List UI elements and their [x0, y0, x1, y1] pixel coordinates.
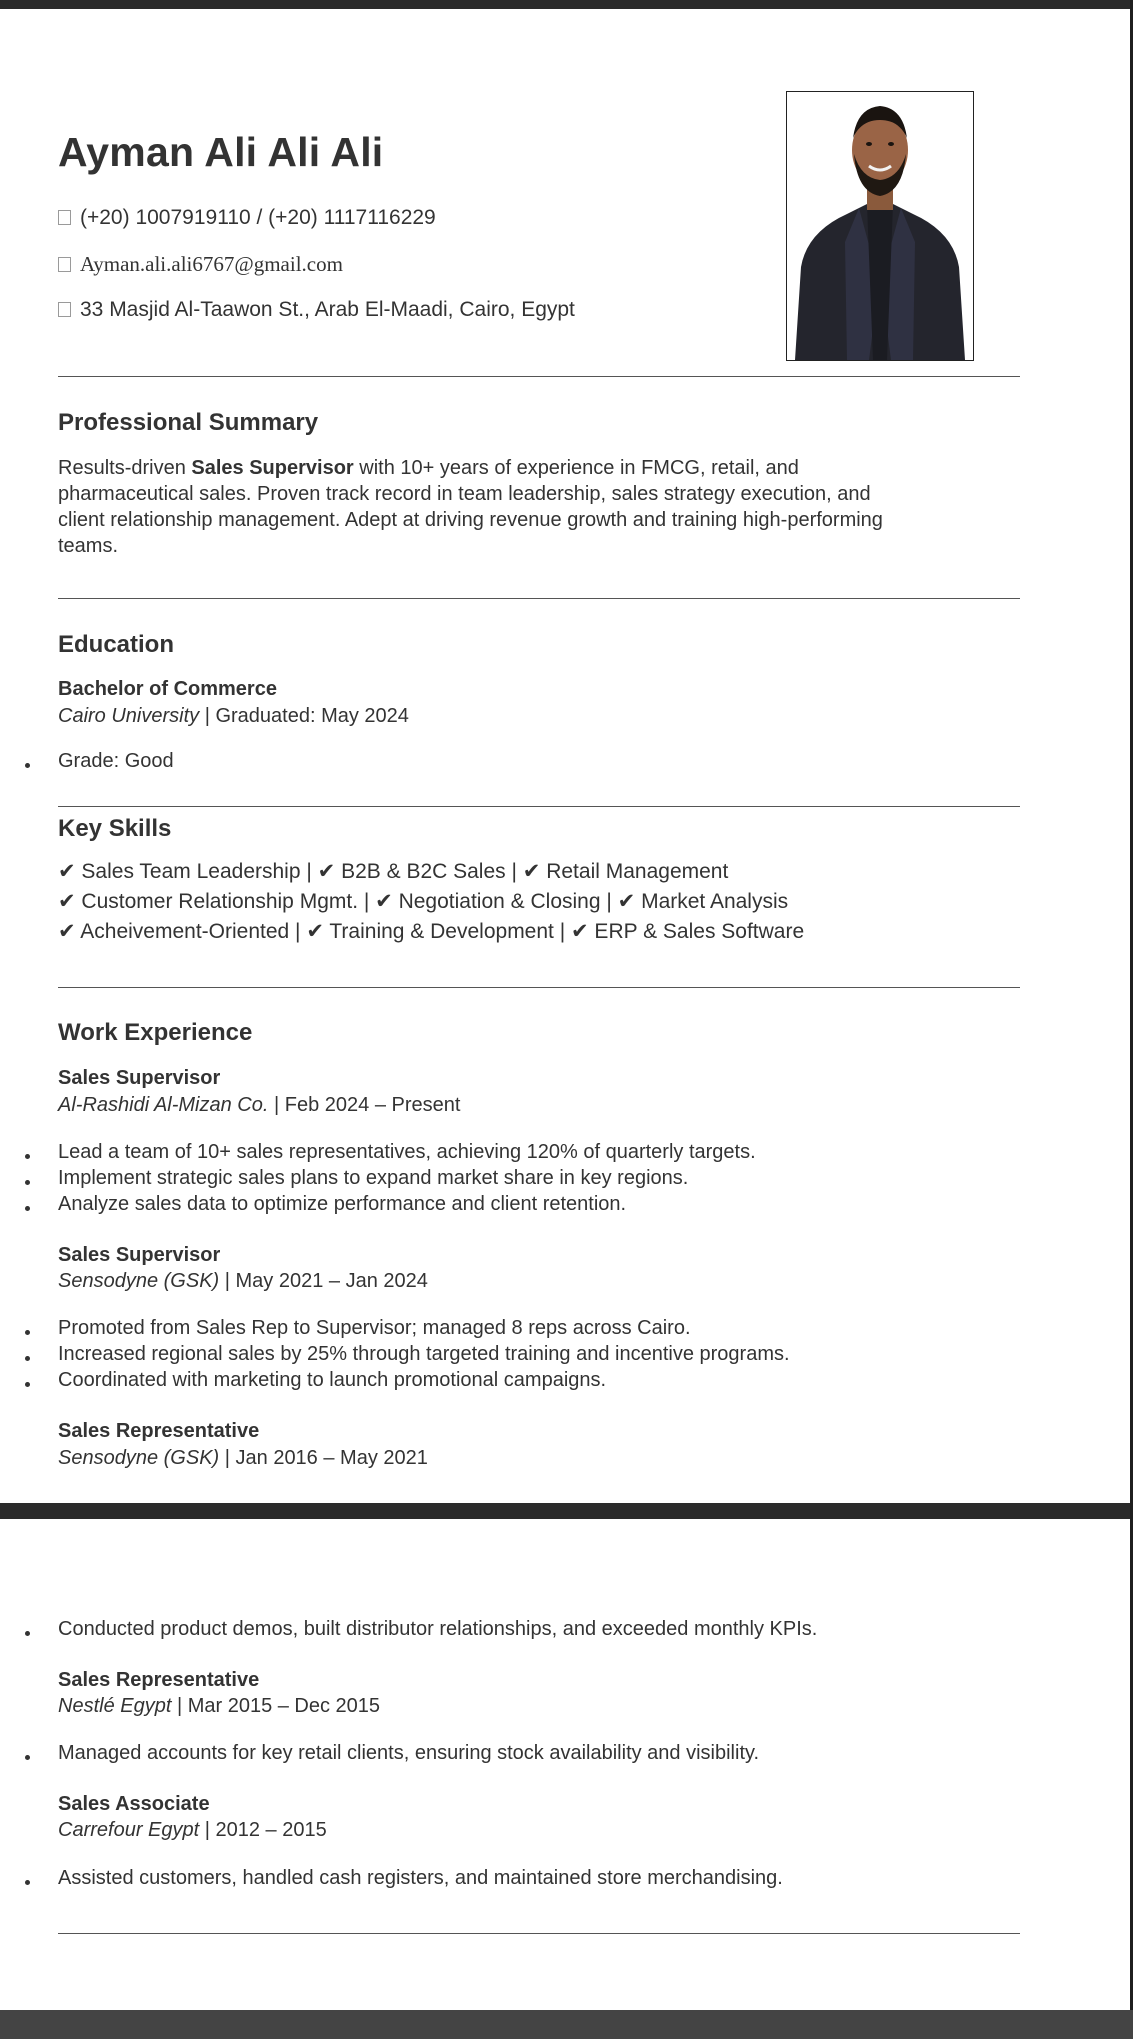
skills-heading: Key Skills	[58, 815, 172, 842]
bullet-dot	[25, 1356, 30, 1361]
school-name: Cairo University	[58, 705, 200, 727]
profile-photo-illustration	[787, 92, 973, 360]
job-bullet: Lead a team of 10+ sales representatives, achieving 120% of quarterly targets.	[58, 1141, 756, 1163]
degree-subline	[58, 705, 409, 728]
summary-line-4: teams.	[58, 535, 119, 557]
resume-page-2	[0, 1519, 1130, 2010]
experience-heading: Work Experience	[58, 1019, 253, 1046]
resume-page-1	[0, 9, 1130, 1503]
company-name: Al-Rashidi Al-Mizan Co.	[58, 1094, 269, 1116]
job-title: Sales Representative	[58, 1669, 260, 1691]
job-subline	[58, 1270, 428, 1293]
job-bullet: Implement strategic sales plans to expand market share in key regions.	[58, 1167, 689, 1189]
candidate-name: Ayman Ali Ali Ali	[58, 129, 384, 175]
job-title: Sales Associate	[58, 1793, 210, 1815]
company-name: Carrefour Egypt	[58, 1819, 200, 1841]
bullet-dot	[25, 1154, 30, 1159]
company-name: Sensodyne (GSK)	[58, 1447, 220, 1469]
skills-line-1: ✔ Sales Team Leadership | ✔ B2B & B2C Sales | ✔ Retail Management	[58, 860, 729, 883]
viewer-bottom-bar	[0, 2010, 1133, 2039]
job-title: Sales Supervisor	[58, 1067, 221, 1089]
job-dates: | Jan 2016 – May 2021	[219, 1447, 428, 1469]
job-bullet: Managed accounts for key retail clients, ensuring stock availability and visibility.	[58, 1742, 760, 1764]
phone-line	[58, 206, 436, 230]
divider	[58, 376, 1020, 377]
company-name: Nestlé Egypt	[58, 1695, 172, 1717]
summary-line-2: pharmaceutical sales. Proven track record in team leadership, sales strategy execution, and	[58, 483, 871, 505]
bullet-dot	[25, 763, 30, 768]
bullet-dot	[25, 1180, 30, 1185]
summary-bold-role: Sales Supervisor	[191, 457, 354, 479]
job-dates: | 2012 – 2015	[199, 1819, 327, 1841]
job-bullet: Increased regional sales by 25% through targeted training and incentive programs.	[58, 1343, 790, 1365]
skills-line-2: ✔ Customer Relationship Mgmt. | ✔ Negotiation & Closing | ✔ Market Analysis	[58, 890, 789, 913]
email-text: Ayman.ali.ali6767@gmail.com	[80, 252, 343, 276]
phone-text: (+20) 1007919110 / (+20) 1117116229	[80, 206, 436, 229]
job-dates: | Feb 2024 – Present	[268, 1094, 461, 1116]
email-line	[58, 252, 343, 277]
education-heading: Education	[58, 631, 175, 658]
bullet-dot	[25, 1755, 30, 1760]
job-title: Sales Supervisor	[58, 1244, 221, 1266]
job-subline	[58, 1447, 428, 1470]
summary-line-3: client relationship management. Adept at driving revenue growth and training high-performing	[58, 509, 883, 531]
job-bullet: Conducted product demos, built distributor relationships, and exceeded monthly KPIs.	[58, 1618, 818, 1640]
company-name: Sensodyne (GSK)	[58, 1270, 220, 1292]
divider	[58, 598, 1020, 599]
summary-line-1	[58, 455, 799, 481]
job-bullet: Coordinated with marketing to launch promotional campaigns.	[58, 1369, 607, 1391]
bullet-dot	[25, 1382, 30, 1387]
bullet-dot	[25, 1631, 30, 1636]
bullet-dot	[25, 1206, 30, 1211]
job-title: Sales Representative	[58, 1420, 260, 1442]
phone-icon	[58, 210, 71, 225]
graduation-detail: | Graduated: May 2024	[199, 705, 409, 727]
job-bullet: Promoted from Sales Rep to Supervisor; managed 8 reps across Cairo.	[58, 1317, 691, 1339]
bullet-dot	[25, 1330, 30, 1335]
summary-heading: Professional Summary	[58, 409, 319, 436]
address-text: 33 Masjid Al-Taawon St., Arab El-Maadi, Cairo, Egypt	[80, 298, 575, 321]
summary-line-1-rest: with 10+ years of experience in FMCG, retail, and	[353, 457, 799, 479]
job-subline	[58, 1094, 460, 1117]
job-bullet: Analyze sales data to optimize performance and client retention.	[58, 1193, 627, 1215]
divider	[58, 806, 1020, 807]
job-subline	[58, 1695, 380, 1718]
job-dates: | May 2021 – Jan 2024	[219, 1270, 428, 1292]
summary-pre: Results-driven	[58, 457, 192, 479]
education-bullet: Grade: Good	[58, 750, 174, 772]
job-subline	[58, 1819, 327, 1842]
address-line	[58, 298, 575, 322]
email-icon	[58, 257, 71, 272]
degree-title: Bachelor of Commerce	[58, 678, 277, 700]
divider	[58, 1933, 1020, 1934]
profile-photo	[786, 91, 974, 361]
divider	[58, 987, 1020, 988]
job-dates: | Mar 2015 – Dec 2015	[171, 1695, 381, 1717]
job-bullet: Assisted customers, handled cash registers, and maintained store merchandising.	[58, 1867, 783, 1889]
skills-line-3: ✔ Acheivement-Oriented | ✔ Training & Development | ✔ ERP & Sales Software	[58, 920, 805, 943]
bullet-dot	[25, 1880, 30, 1885]
location-icon	[58, 302, 71, 317]
